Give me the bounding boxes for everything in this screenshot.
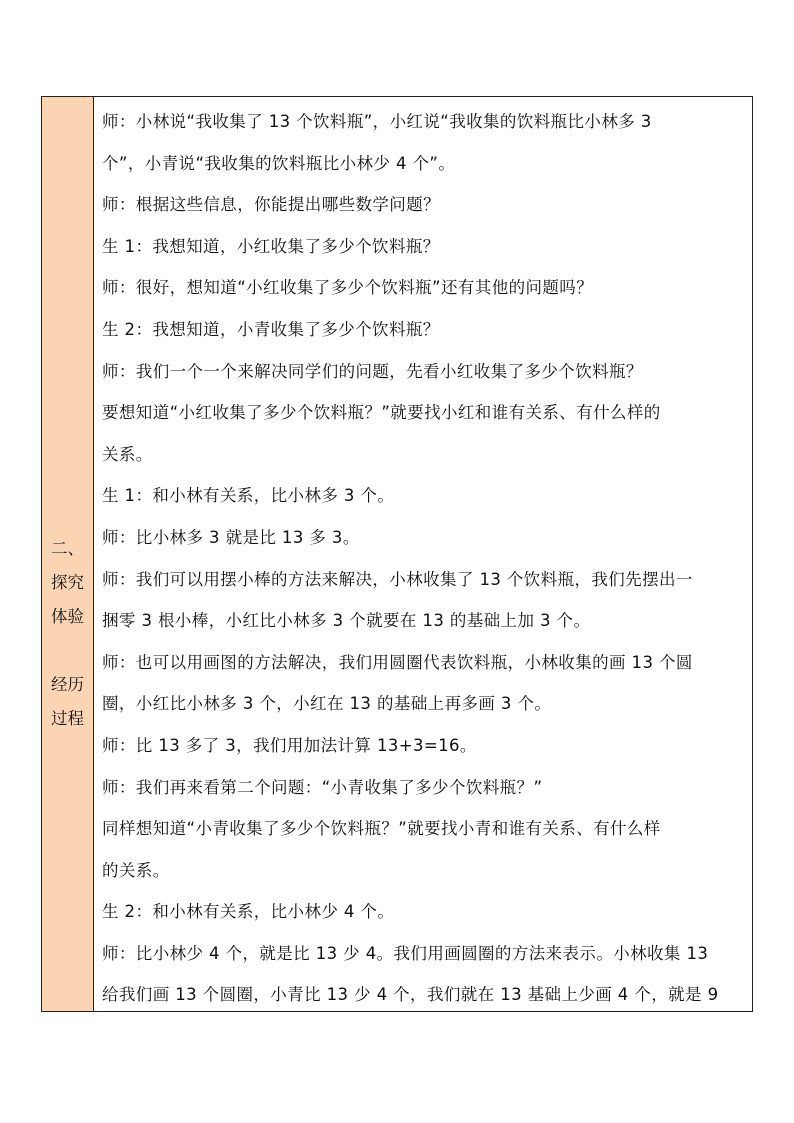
text-line: 师：根据这些信息，你能提出哪些数学问题？	[102, 195, 440, 215]
text-line: 生 2：我想知道，小青收集了多少个饮料瓶？	[102, 319, 440, 339]
text-line: 师：比小林多 3 就是比 13 多 3。	[102, 527, 360, 547]
text-line: 师：我们可以用摆小棒的方法来解决，小林收集了 13 个饮料瓶，我们先摆出一	[102, 569, 693, 589]
section-label-line: 体验	[51, 607, 84, 626]
text-line: 要想知道“小红收集了多少个饮料瓶？”就要找小红和谁有关系、有什么样的	[102, 403, 661, 423]
text-line: 师：小林说“我收集了 13 个饮料瓶”，小红说“我收集的饮料瓶比小林多 3	[102, 112, 652, 131]
dialogue-content-cell	[94, 97, 752, 1011]
text-line: 关系。	[102, 444, 153, 464]
section-label-line: 二、	[51, 539, 84, 558]
lesson-plan-table	[41, 96, 753, 1012]
text-line: 师：我们一个一个来解决同学们的问题，先看小红收集了多少个饮料瓶？	[102, 361, 643, 381]
section-label-spacer	[42, 634, 93, 668]
section-label-line: 过程	[51, 709, 84, 728]
text-line: 捆零 3 根小棒，小红比小林多 3 个就要在 13 的基础上加 3 个。	[102, 611, 591, 631]
section-label-line: 经历	[51, 675, 84, 694]
text-line: 同样想知道“小青收集了多少个饮料瓶？”就要找小青和谁有关系、有什么样	[102, 819, 661, 839]
text-line: 生 2：和小林有关系，比小林少 4 个。	[102, 902, 395, 922]
section-label	[42, 532, 93, 736]
text-line: 个”，小青说“我收集的饮料瓶比小林少 4 个”。	[102, 153, 456, 173]
text-line: 圈，小红比小林多 3 个，小红在 13 的基础上再多画 3 个。	[102, 694, 552, 714]
text-line: 师：也可以用画图的方法解决，我们用圆圈代表饮料瓶，小林收集的画 13 个圆	[102, 652, 693, 672]
text-line: 生 1：和小林有关系，比小林多 3 个。	[102, 486, 395, 506]
text-line: 师：我们再来看第二个问题：“小青收集了多少个饮料瓶？”	[102, 777, 543, 797]
text-line: 的关系。	[102, 860, 170, 880]
section-label-line: 探究	[51, 573, 84, 592]
text-line: 给我们画 13 个圆圈，小青比 13 少 4 个，我们就在 13 基础上少画 4 个，就是 9	[102, 985, 719, 1005]
text-line: 生 1：我想知道，小红收集了多少个饮料瓶？	[102, 236, 440, 256]
text-line: 师：比小林少 4 个，就是比 13 少 4。我们用画圆圈的方法来表示。小林收集 13	[102, 943, 709, 963]
section-label-cell	[42, 97, 94, 1011]
text-line: 师：很好，想知道“小红收集了多少个饮料瓶”还有其他的问题吗？	[102, 278, 594, 298]
text-line: 师：比 13 多了 3，我们用加法计算 13+3=16。	[102, 735, 477, 755]
